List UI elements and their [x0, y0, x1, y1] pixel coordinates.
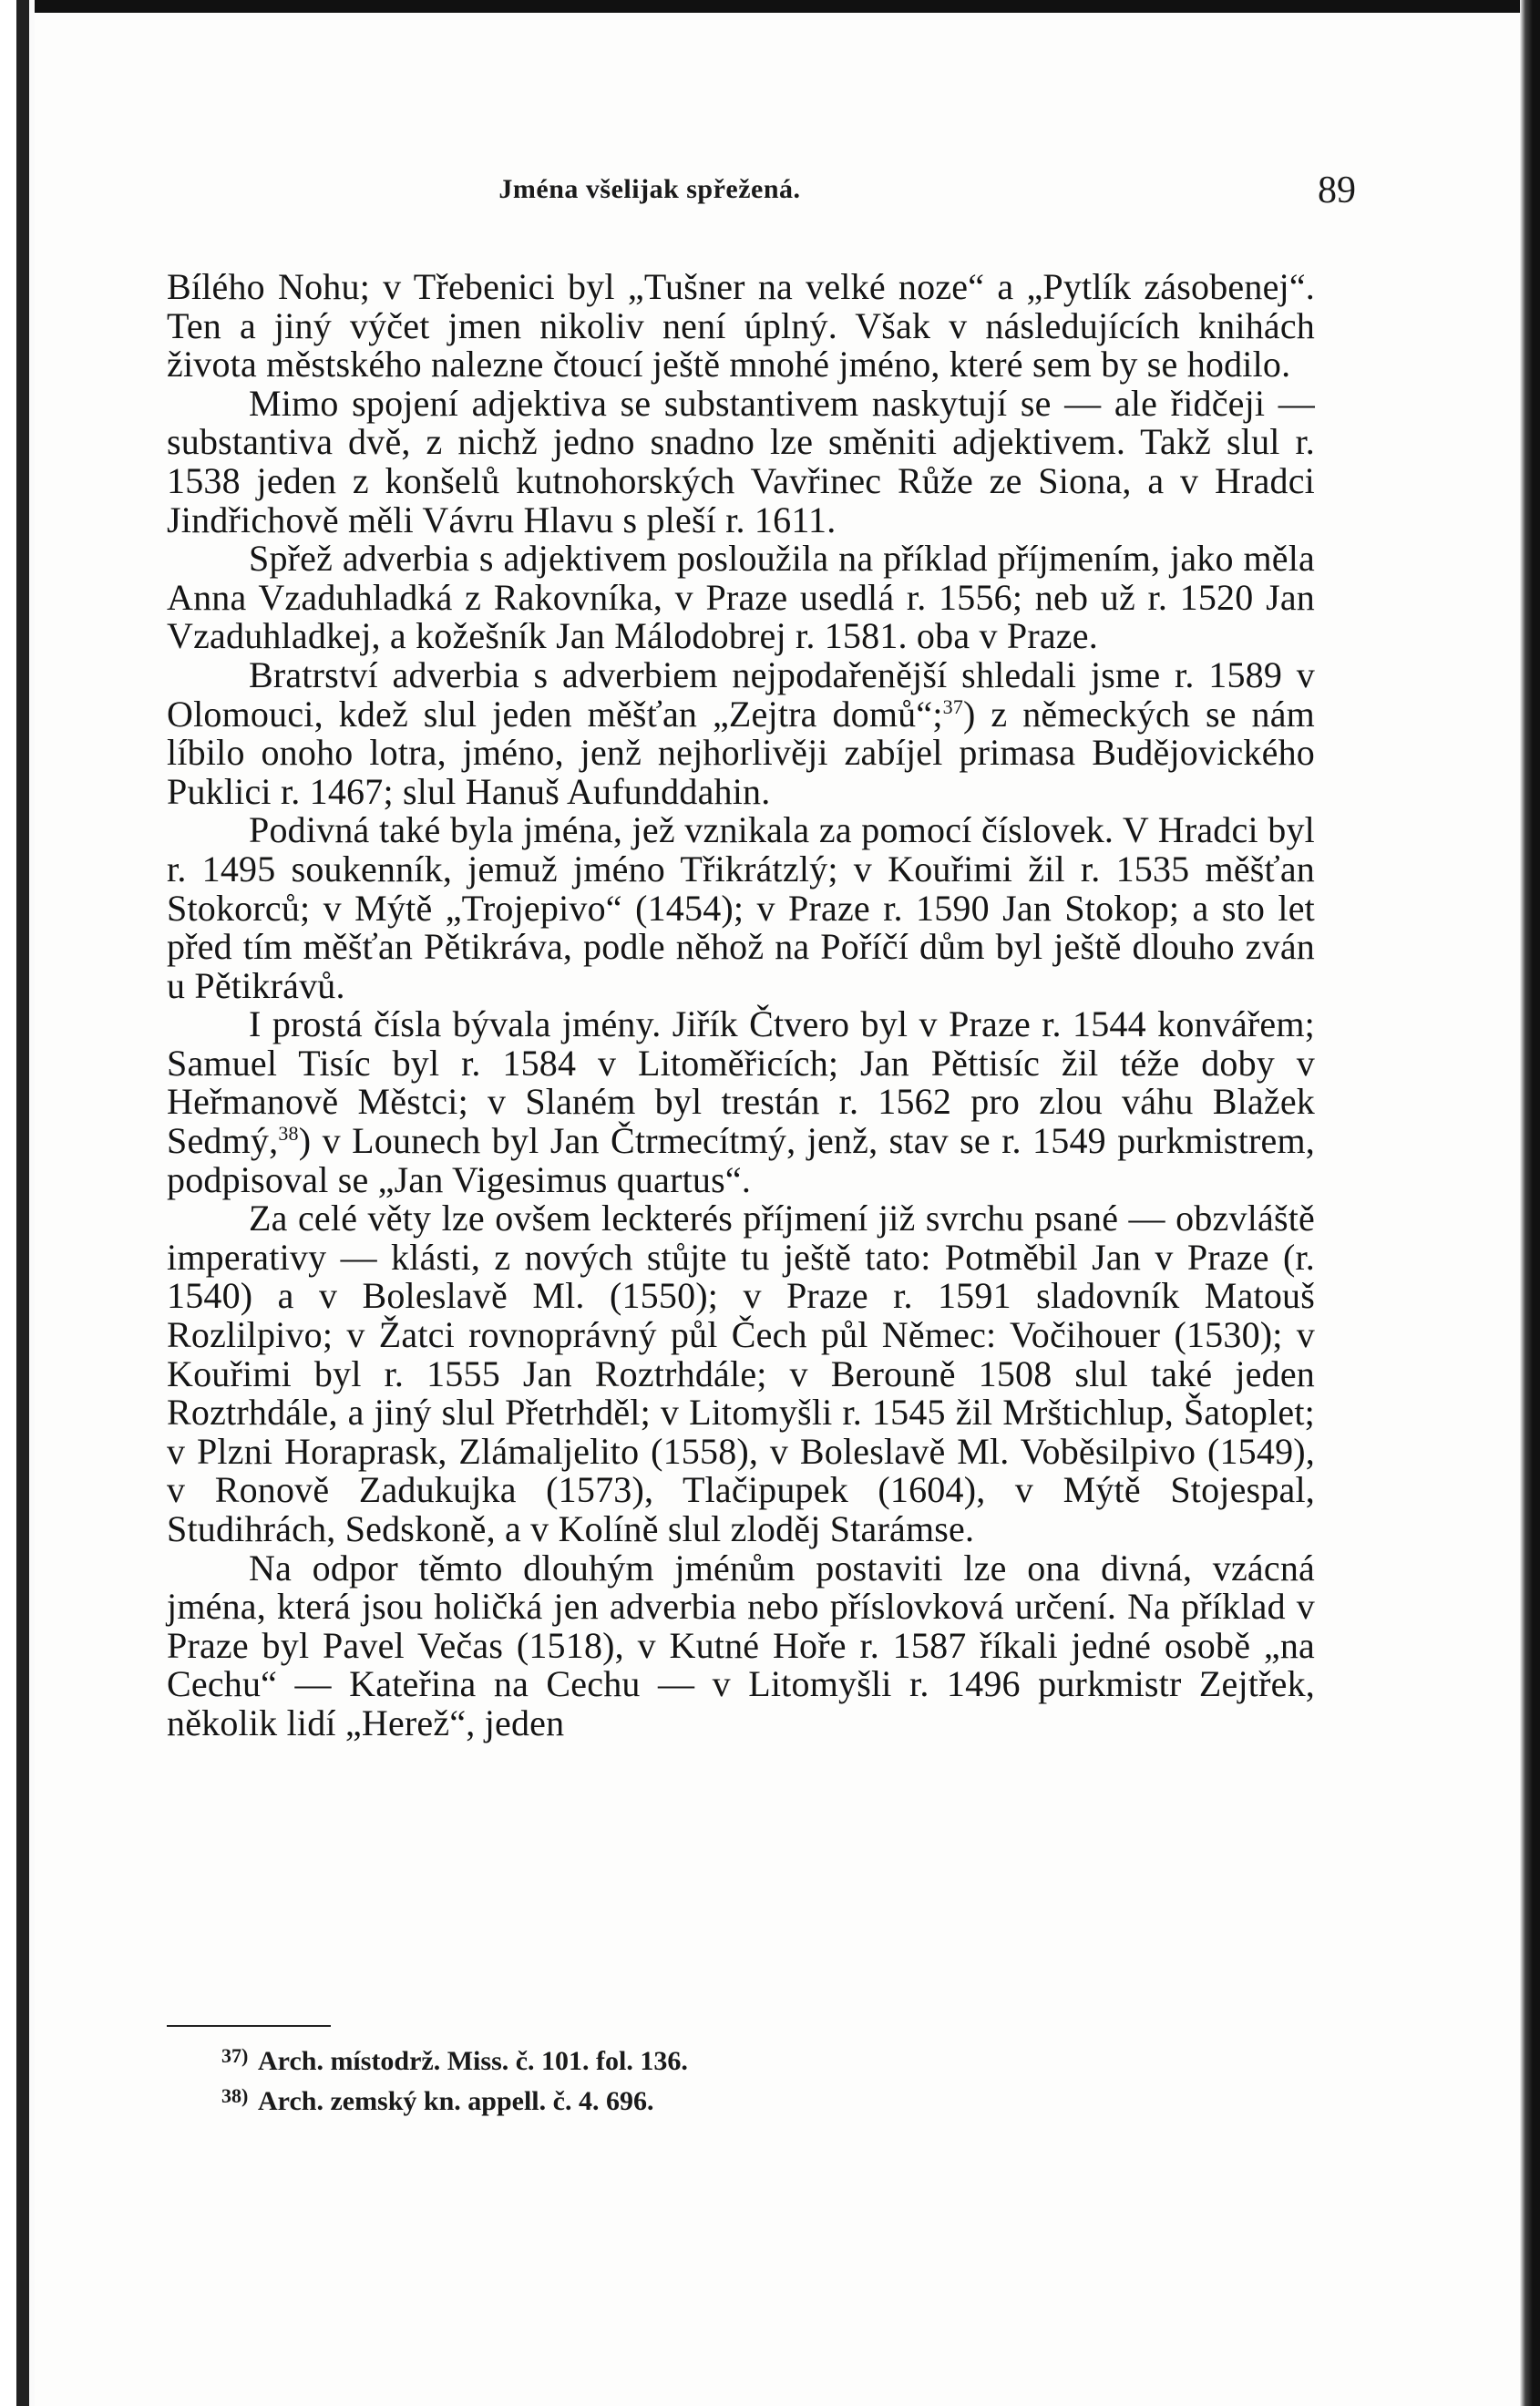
footnote-reference: 38	[278, 1122, 299, 1146]
paragraph-text: Podivná také byla jména, jež vznikala za pomocí číslovek. V Hradci byl r. 1495 soukenník, jemuž jméno Třikrátzlý; v Kouřimi žil r. 1535 měšťan Stokorců; v Mýtě „Trojepivo“ (1454); v Praze r. 1590 Jan Stokop; a sto let před tím měšťan Pětikráva, podle něhož na Poříčí dům byl ještě dlouho zván u Pětikrávů.	[167, 809, 1315, 1006]
paragraph	[167, 1549, 1315, 1743]
footnote	[171, 2079, 1319, 2119]
paragraph	[167, 540, 1315, 656]
page-header	[171, 163, 1356, 218]
scan-top-edge	[0, 0, 1540, 13]
paragraph	[167, 653, 1315, 812]
paragraph-text: I prostá čísla bývala jmény. Jiřík Čtvero byl v Praze r. 1544 konvářem; Samuel Tisíc byl r. 1584 v Litoměřicích; Jan Pěttisíc žil téže doby v Heřmanově Městci; v Slaném byl trestán r. 1562 pro zlou váhu Blažek Sedmý,	[167, 1003, 1315, 1162]
footnotes	[171, 2039, 1319, 2119]
footnote-divider	[167, 2025, 331, 2027]
paragraph-text: ) v Lounech byl Jan Čtrmecítmý, jenž, stav se r. 1549 purkmistrem, podpisoval se „Jan Vigesimus quartus“.	[167, 1120, 1315, 1200]
body-text	[167, 268, 1315, 1743]
footnote-text: Arch. zemský kn. appell. č. 4. 696.	[258, 2086, 654, 2116]
paragraph	[167, 382, 1315, 540]
paragraph-text: Bratrství adverbia s adverbiem nejpodařenější shledali jsme r. 1589 v Olomouci, kdež slul jeden měšťan „Zejtra domů“;	[167, 653, 1315, 735]
paragraph	[167, 1005, 1315, 1199]
scan-left-edge	[0, 0, 35, 2406]
paragraph-text: Na odpor těmto dlouhým jménům postaviti lze ona divná, vzácná jména, která jsou holičká jen adverbia nebo příslovková určení. Na příklad v Praze byl Pavel Večas (1518), v Kutné Hoře r. 1587 říkali jedné osobě „na Cechu“ — Kateřina na Cechu — v Litomyšli r. 1496 purkmistr Zejtřek, několik lidí „Herež“, jeden	[167, 1547, 1315, 1743]
scan-right-edge	[1520, 0, 1540, 2406]
paragraph	[167, 1199, 1315, 1548]
footnote	[171, 2039, 1319, 2079]
footnote-marker: 38)	[221, 2084, 249, 2107]
paragraph-text: Mimo spojení adjektiva se substantivem naskytují se — ale řidčeji — substantiva dvě, z nichž jedno snadno lze směniti adjektivem. Takž slul r. 1538 jeden z konšelů kutnohorských Vavřinec Růže ze Siona, a v Hradci Jindřichově měli Vávru Hlavu s pleší r. 1611.	[167, 382, 1315, 540]
page-number: 89	[1318, 170, 1356, 211]
footnote-text: Arch. místodrž. Miss. č. 101. fol. 136.	[258, 2046, 688, 2076]
paragraph-text: ) z německých se nám líbilo onoho lotra, jméno, jenž nejhorlivěji zabíjel primasa Budějovického Puklici r. 1467; slul Hanuš Aufunddahin.	[167, 693, 1315, 812]
footnote-reference: 37	[942, 694, 964, 718]
book-page	[35, 13, 1520, 2406]
paragraph-text: Bílého Nohu; v Třebenici byl „Tušner na velké noze“ a „Pytlík zásobenej“. Ten a jiný výčet jmen nikoliv není úplný. Však v následujících knihách života městského nalezne čtoucí ještě mnohé jméno, které sem by se hodilo.	[167, 266, 1315, 386]
paragraph	[167, 268, 1315, 385]
paragraph-text: Za celé věty lze ovšem leckterés příjmení již svrchu psané — obzvláště imperativy — klásti, z nových stůjte tu ještě tato: Potměbil Jan v Praze (r. 1540) a v Boleslavě Ml. (1550); v Praze r. 1591 sladovník Matouš Rozlilpivo; v Žatci rovnoprávný půl Čech půl Němec: Vočihouer (1530); v Kouřimi byl r. 1555 Jan Roztrhdále; v Berouně 1508 slul také jeden Roztrhdále, a jiný slul Přetrhděl; v Litomyšli r. 1545 žil Mrštichlup, Šatoplet; v Plzni Horaprask, Zlámaljelito (1558), v Boleslavě Ml. Voběsilpivo (1549), v Ronově Zadukujka (1573), Tlačipupek (1604), v Mýtě Stojespal, Studihrách, Sedskoně, a v Kolíně slul zloděj Starámse.	[167, 1198, 1315, 1549]
footnote-marker: 37)	[221, 2044, 249, 2067]
paragraph-text: Spřež adverbia s adjektivem posloužila na příklad příjmením, jako měla Anna Vzaduhladká z Rakovníka, v Praze usedlá r. 1556; neb už r. 1520 Jan Vzaduhladkej, a kožešník Jan Málodobrej r. 1581. oba v Praze.	[167, 538, 1315, 657]
paragraph	[167, 811, 1315, 1005]
running-title: Jména všelijak spřežená.	[498, 174, 801, 204]
